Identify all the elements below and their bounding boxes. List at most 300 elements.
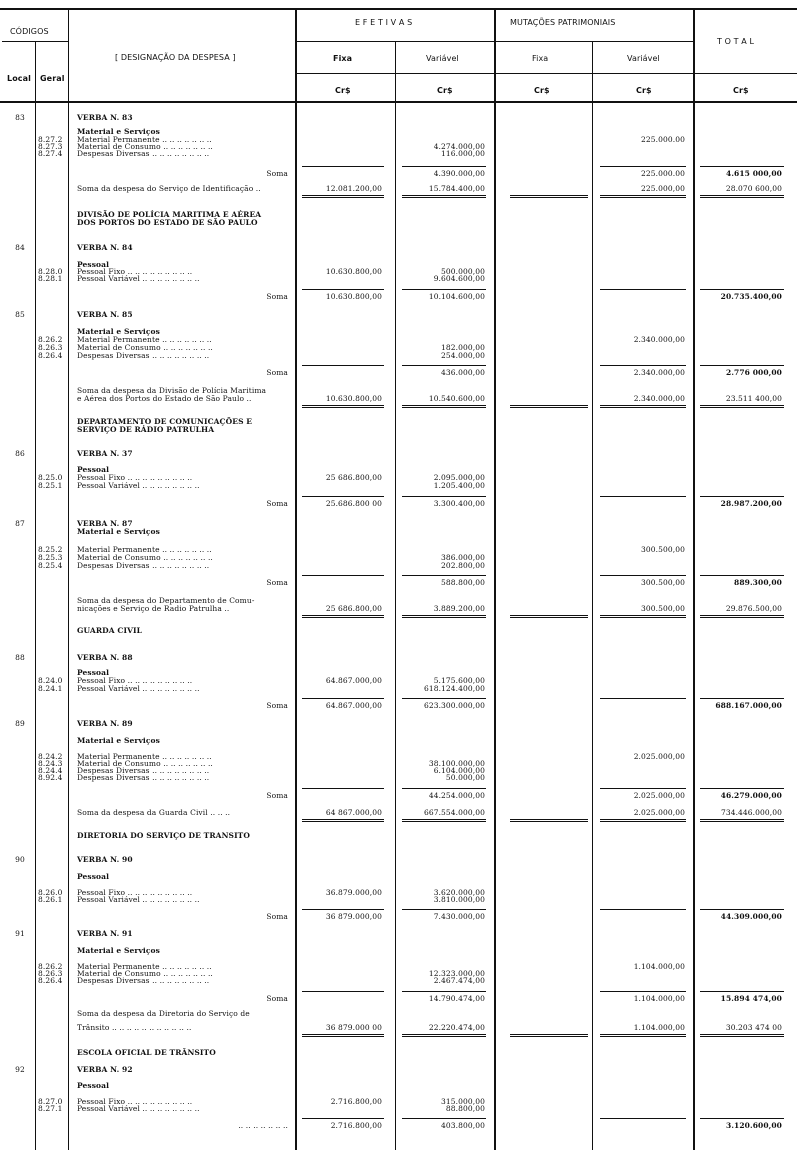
total-rule (600, 617, 686, 618)
subtotal-rule (402, 991, 486, 992)
total-rule (302, 197, 384, 198)
efetiva-fixa-value: 10.630.800,00 (325, 292, 382, 301)
efetiva-variavel-value: 14.790.474,00 (428, 994, 485, 1003)
efetiva-variavel-value: 7.430.000,00 (433, 912, 485, 921)
subtotal-rule (700, 1118, 784, 1119)
soma-label: Soma (266, 994, 288, 1003)
row-description: Soma da despesa da Guarda Civil .. .. .. (77, 808, 231, 817)
geral-code: 8.27.1 (38, 1104, 63, 1113)
subtotal-rule (600, 289, 686, 290)
subtotal-rule (700, 365, 784, 366)
geral-code: 8.27.4 (38, 149, 63, 158)
row-description: Despesas Diversas .. .. .. .. .. .. .. .. (77, 149, 210, 158)
currency-header-3: Cr$ (534, 86, 550, 95)
currency-header-2: Cr$ (437, 86, 453, 95)
row-description: Material Permanente .. .. .. .. .. .. .. (77, 962, 212, 971)
row-description: VERBA N. 85 (77, 310, 133, 319)
total-rule (402, 615, 486, 616)
soma-label: Soma (266, 701, 288, 710)
efetiva-variavel-value: 315.000,00 (441, 1097, 485, 1106)
geral-code: 8.26.1 (38, 895, 63, 904)
row-description: VERBA N. 92 (77, 1065, 133, 1074)
subtotal-rule (600, 788, 686, 789)
efetiva-variavel-value: 4.390.000,00 (433, 169, 485, 178)
subtotal-rule (600, 991, 686, 992)
row-description: Material Permanente .. .. .. .. .. .. .. (77, 135, 212, 144)
row-description: Pessoal Variável .. .. .. .. .. .. .. .. (77, 1104, 200, 1113)
row-description: Material e Serviços (77, 127, 160, 136)
row-description: DEPARTAMENTO DE COMUNICAÇÕES E (77, 417, 253, 426)
subtotal-rule (402, 909, 486, 910)
total-value: 20.735.400,00 (720, 292, 782, 301)
subtotal-rule (302, 909, 384, 910)
subtotal-rule (402, 166, 486, 167)
mutacao-variavel-value: 2.340.000,00 (633, 394, 685, 403)
efetiva-variavel-value: 1.205.400,00 (433, 481, 485, 490)
geral-code: 8.24.3 (38, 759, 63, 768)
efetiva-fixa-value: 10.630.800,00 (325, 267, 382, 276)
total-rule (600, 197, 686, 198)
total-value: 46.279.000,00 (720, 791, 782, 800)
col-rule-mf (592, 41, 593, 1150)
subtotal-rule (402, 365, 486, 366)
row-description: Material Permanente .. .. .. .. .. .. .. (77, 545, 212, 554)
subtotal-rule (700, 788, 784, 789)
efetiva-variavel-value: 436.000,00 (441, 368, 485, 377)
total-rule (402, 821, 486, 822)
row-description: Pessoal Fixo .. .. .. .. .. .. .. .. .. (77, 473, 193, 482)
total-rule (302, 819, 384, 820)
mutacao-variavel-value: 2.025.000,00 (633, 808, 685, 817)
soma-label: Soma (266, 169, 288, 178)
row-description: VERBA N. 84 (77, 243, 133, 252)
subtotal-rule (302, 166, 384, 167)
efetiva-variavel-value: 623.300.000,00 (423, 701, 485, 710)
efetiva-variavel-value: 4.274.000,00 (433, 142, 485, 151)
local-code: 84 (15, 243, 25, 252)
total-rule (700, 615, 784, 616)
total-rule (302, 407, 384, 408)
local-code: 87 (15, 519, 25, 528)
efetiva-variavel-value: 588.800,00 (441, 578, 485, 587)
efetiva-variavel-value: 500.000,00 (441, 267, 485, 276)
total-rule (600, 821, 686, 822)
subtotal-rule (600, 1118, 686, 1119)
efetiva-variavel-value: 254.000,00 (441, 351, 485, 360)
efetiva-variavel-value: 3.620.000,00 (433, 888, 485, 897)
efetiva-fixa-value: 36.879.000,00 (325, 888, 382, 897)
soma-label: Soma (266, 368, 288, 377)
local-code: 83 (15, 113, 25, 122)
geral-code: 8.27.2 (38, 135, 63, 144)
efetiva-variavel-value: 2.095.000,00 (433, 473, 485, 482)
row-description: Pessoal Variável .. .. .. .. .. .. .. .. (77, 481, 200, 490)
mutacao-variavel-value: 2.340.000,00 (633, 368, 685, 377)
total-rule (302, 617, 384, 618)
total-rule (600, 405, 686, 406)
total-rule (302, 821, 384, 822)
efetiva-variavel-value: 38.100.000,00 (428, 759, 485, 768)
geral-code: 8.26.3 (38, 969, 63, 978)
geral-header: Geral (40, 74, 65, 83)
total-value: 2.776 000,00 (726, 368, 782, 377)
col-rule-geral (68, 10, 69, 1150)
row-description: Despesas Diversas .. .. .. .. .. .. .. .. (77, 976, 210, 985)
geral-code: 8.28.1 (38, 274, 63, 283)
geral-code: 8.24.0 (38, 676, 63, 685)
total-value: 29.876.500,00 (725, 604, 782, 613)
soma-label: Soma (266, 791, 288, 800)
subtotal-rule (700, 289, 784, 290)
total-rule (510, 1034, 588, 1035)
row-description: Despesas Diversas .. .. .. .. .. .. .. .. (77, 561, 210, 570)
efetiva-variavel-value: 618.124.400,00 (423, 684, 485, 693)
total-rule (510, 197, 588, 198)
col-rule-desc (295, 10, 297, 1150)
efetivas-header: E F E T I V A S (355, 18, 413, 27)
total-rule (402, 197, 486, 198)
efetiva-variavel-value: 5.175.600,00 (433, 676, 485, 685)
efetiva-variavel-value: 6.104.000,00 (433, 766, 485, 775)
row-description: Pessoal (77, 465, 110, 474)
mutacao-variavel-value: 225.000,00 (641, 184, 685, 193)
col-rule-ev (494, 10, 496, 1150)
total-rule (510, 407, 588, 408)
total-rule (700, 1036, 784, 1037)
row-description: DIRETORIA DO SERVIÇO DE TRANSITO (77, 831, 250, 840)
local-code: 91 (15, 929, 25, 938)
total-rule (402, 407, 486, 408)
row-description: Pessoal Variável .. .. .. .. .. .. .. .. (77, 684, 200, 693)
row-description: Material de Consumo .. .. .. .. .. .. .. (77, 553, 213, 562)
efetiva-variavel-value: 3.810.000,00 (433, 895, 485, 904)
total-rule (402, 1034, 486, 1035)
efetiva-fixa-value: 25 686.800,00 (325, 473, 382, 482)
row-description: SERVIÇO DE RÁDIO PATRULHA (77, 425, 215, 434)
geral-code: 8.25.3 (38, 553, 63, 562)
mutacao-variavel-value: 225.000.00 (641, 135, 685, 144)
mutacao-variavel-value: 1.104.000,00 (633, 962, 685, 971)
efetiva-fixa-value: 25 686.800,00 (325, 604, 382, 613)
total-rule (600, 1034, 686, 1035)
total-rule (600, 195, 686, 196)
total-rule (510, 819, 588, 820)
subtotal-rule (600, 166, 686, 167)
row-description: Despesas Diversas .. .. .. .. .. .. .. .. (77, 773, 210, 782)
efetiva-variavel-value: 88.800,00 (445, 1104, 485, 1113)
subtotal-rule (302, 698, 384, 699)
local-code: 86 (15, 449, 25, 458)
row-description: VERBA N. 91 (77, 929, 133, 938)
mutacoes-header: MUTAÇÕES PATRIMONIAIS (510, 18, 616, 27)
row-description: VERBA N. 87 (77, 519, 133, 528)
mutacao-variavel-value: 1.104.000,00 (633, 994, 685, 1003)
subtotal-rule (302, 365, 384, 366)
total-rule (302, 195, 384, 196)
total-rule (402, 195, 486, 196)
efetiva-variavel-value: 667.554.000,00 (423, 808, 485, 817)
efetiva-variavel-value: 44.254.000,00 (428, 791, 485, 800)
row-description: VERBA N. 88 (77, 653, 133, 662)
total-rule (700, 405, 784, 406)
total-rule (402, 1036, 486, 1037)
local-header: Local (7, 74, 31, 83)
row-description: VERBA N. 37 (77, 449, 133, 458)
variavel-mutacoes-header: Variável (627, 54, 660, 63)
row-description: Material de Consumo .. .. .. .. .. .. .. (77, 759, 213, 768)
row-description: Pessoal Variável .. .. .. .. .. .. .. .. (77, 274, 200, 283)
efetiva-variavel-value: 3.889.200,00 (433, 604, 485, 613)
subtotal-rule (600, 496, 686, 497)
efetiva-fixa-value: 12.081.200,00 (325, 184, 382, 193)
total-rule (700, 821, 784, 822)
efetiva-fixa-value: 64 867.000,00 (325, 808, 382, 817)
mutacao-variavel-value: 300.500,00 (641, 604, 685, 613)
efetiva-variavel-value: 202.800,00 (441, 561, 485, 570)
variavel-efetivas-header: Variável (426, 54, 459, 63)
row-description: Pessoal (77, 1081, 110, 1090)
row-description: Material Permanente .. .. .. .. .. .. .. (77, 752, 212, 761)
total-rule (700, 617, 784, 618)
subtotal-rule (302, 289, 384, 290)
subtotal-rule (700, 698, 784, 699)
local-code: 88 (15, 653, 25, 662)
row-description: Pessoal (77, 260, 110, 269)
fixa-mutacoes-header: Fixa (532, 54, 549, 63)
row-description: GUARDA CIVIL (77, 626, 142, 635)
local-code: 85 (15, 310, 25, 319)
header-rule-cols (296, 73, 797, 74)
total-rule (302, 1036, 384, 1037)
mutacao-variavel-value: 1.104.000,00 (633, 1023, 685, 1032)
geral-code: 8.27.0 (38, 1097, 63, 1106)
row-description: DIVISÃO DE POLÍCIA MARITIMA E AÉREA (77, 210, 262, 219)
soma-label: Soma (266, 912, 288, 921)
col-rule-local (35, 41, 36, 1150)
geral-code: 8.26.3 (38, 343, 63, 352)
row-description: VERBA N. 89 (77, 719, 133, 728)
total-rule (510, 195, 588, 196)
row-description: Pessoal Fixo .. .. .. .. .. .. .. .. .. (77, 676, 193, 685)
total-rule (600, 819, 686, 820)
mutacao-variavel-value: 2.025.000,00 (633, 791, 685, 800)
efetiva-fixa-value: 2.716.800,00 (330, 1097, 382, 1106)
top-rule (0, 8, 797, 10)
total-value: 28.070 600,00 (725, 184, 782, 193)
fixa-efetivas-header: Fixa (333, 54, 353, 63)
subtotal-rule (600, 575, 686, 576)
soma-label: Soma (266, 292, 288, 301)
row-description: Pessoal Fixo .. .. .. .. .. .. .. .. .. (77, 267, 193, 276)
subtotal-rule (302, 991, 384, 992)
total-rule (700, 197, 784, 198)
total-rule (510, 617, 588, 618)
geral-code: 8.24.2 (38, 752, 63, 761)
subtotal-rule (402, 1118, 486, 1119)
subtotal-rule (600, 909, 686, 910)
efetiva-variavel-value: 22.220.474,00 (428, 1023, 485, 1032)
total-rule (510, 615, 588, 616)
soma-label: .. .. .. .. .. .. .. (238, 1121, 288, 1130)
subtotal-rule (700, 991, 784, 992)
row-description: Soma da despesa da Divisão de Polícia Maritima (77, 386, 267, 395)
subtotal-rule (600, 698, 686, 699)
total-rule (402, 617, 486, 618)
subtotal-rule (302, 575, 384, 576)
row-description: Material de Consumo .. .. .. .. .. .. .. (77, 343, 213, 352)
geral-code: 8.25.1 (38, 481, 63, 490)
total-rule (700, 407, 784, 408)
total-rule (510, 1036, 588, 1037)
efetiva-variavel-value: 2.467.474,00 (433, 976, 485, 985)
row-description: ESCOLA OFICIAL DE TRÂNSITO (77, 1048, 216, 1057)
efetiva-variavel-value: 116.000,00 (441, 149, 485, 158)
subtotal-rule (700, 909, 784, 910)
row-description: Despesas Diversas .. .. .. .. .. .. .. .. (77, 351, 210, 360)
subtotal-rule (700, 166, 784, 167)
designacao-header: [ DESIGNAÇÃO DA DESPESA ] (115, 53, 236, 62)
header-bottom-rule (0, 101, 797, 103)
efetiva-variavel-value: 10.104.600,00 (428, 292, 485, 301)
total-value: 889.300,00 (734, 578, 782, 587)
geral-code: 8.26.4 (38, 351, 63, 360)
geral-code: 8.25.4 (38, 561, 63, 570)
row-description: Pessoal (77, 668, 110, 677)
col-rule-ef (395, 41, 396, 1150)
currency-header-4: Cr$ (636, 86, 652, 95)
subtotal-rule (302, 788, 384, 789)
efetiva-variavel-value: 12.323.000,00 (428, 969, 485, 978)
row-description: VERBA N. 83 (77, 113, 133, 122)
total-header: T O T A L (717, 37, 755, 46)
efetiva-fixa-value: 2.716.800,00 (330, 1121, 382, 1130)
geral-code: 8.92.4 (38, 773, 63, 782)
col-rule-mv (693, 10, 695, 1150)
total-value: 688.167.000,00 (715, 701, 782, 710)
subtotal-rule (700, 496, 784, 497)
local-code: 89 (15, 719, 25, 728)
total-value: 44.309.000,00 (720, 912, 782, 921)
total-rule (600, 407, 686, 408)
row-description: nicações e Serviço de Radio Patrulha .. (77, 604, 230, 613)
total-value: 4.615 000,00 (726, 169, 782, 178)
total-rule (510, 405, 588, 406)
mutacao-variavel-value: 225.000.00 (641, 169, 685, 178)
row-description: Pessoal Fixo .. .. .. .. .. .. .. .. .. (77, 888, 193, 897)
geral-code: 8.26.0 (38, 888, 63, 897)
efetiva-variavel-value: 386.000,00 (441, 553, 485, 562)
efetiva-variavel-value: 10.540.600,00 (428, 394, 485, 403)
row-description: Trânsito .. .. .. .. .. .. .. .. .. .. .. (77, 1023, 192, 1032)
geral-code: 8.25.0 (38, 473, 63, 482)
row-description: Pessoal Variável .. .. .. .. .. .. .. .. (77, 895, 200, 904)
row-description: Despesas Diversas .. .. .. .. .. .. .. .. (77, 766, 210, 775)
row-description: Material e Serviços (77, 736, 160, 745)
geral-code: 8.24.1 (38, 684, 63, 693)
total-rule (302, 615, 384, 616)
geral-code: 8.28.0 (38, 267, 63, 276)
mutacao-variavel-value: 300.500,00 (641, 578, 685, 587)
currency-header-5: Cr$ (733, 86, 749, 95)
subtotal-rule (402, 289, 486, 290)
efetiva-fixa-value: 25.686.800 00 (325, 499, 382, 508)
geral-code: 8.26.2 (38, 962, 63, 971)
total-rule (510, 821, 588, 822)
row-description: DOS PORTOS DO ESTADO DE SÃO PAULO (77, 218, 258, 227)
total-rule (402, 405, 486, 406)
efetiva-fixa-value: 64.867.000,00 (325, 701, 382, 710)
currency-header-1: Cr$ (335, 86, 351, 95)
subtotal-rule (302, 496, 384, 497)
total-value: 734.446.000,00 (720, 808, 782, 817)
efetiva-fixa-value: 36 879.000 00 (325, 1023, 382, 1032)
total-rule (302, 1034, 384, 1035)
total-value: 23.511 400,00 (725, 394, 782, 403)
total-rule (700, 1034, 784, 1035)
codigos-header: CÓDIGOS (10, 27, 49, 36)
efetiva-variavel-value: 182.000,00 (441, 343, 485, 352)
total-rule (402, 819, 486, 820)
row-description: Soma da despesa do Departamento de Comu- (77, 596, 255, 605)
soma-label: Soma (266, 578, 288, 587)
row-description: Material e Serviços (77, 327, 160, 336)
row-description: Material de Consumo .. .. .. .. .. .. .. (77, 142, 213, 151)
total-value: 3.120.600,00 (726, 1121, 782, 1130)
total-rule (302, 405, 384, 406)
subtotal-rule (402, 496, 486, 497)
total-rule (700, 819, 784, 820)
mutacao-variavel-value: 2.025.000,00 (633, 752, 685, 761)
total-value: 30.203 474 00 (725, 1023, 782, 1032)
local-code: 90 (15, 855, 25, 864)
geral-code: 8.26.2 (38, 335, 63, 344)
total-value: 15.894 474,00 (720, 994, 782, 1003)
geral-code: 8.25.2 (38, 545, 63, 554)
subtotal-rule (302, 1118, 384, 1119)
row-description: Material de Consumo .. .. .. .. .. .. .. (77, 969, 213, 978)
row-description: Pessoal (77, 872, 110, 881)
subtotal-rule (700, 575, 784, 576)
efetiva-fixa-value: 10.630.800,00 (325, 394, 382, 403)
geral-code: 8.27.3 (38, 142, 63, 151)
row-description: Material e Serviços (77, 946, 160, 955)
efetiva-fixa-value: 36 879.000,00 (325, 912, 382, 921)
subtotal-rule (402, 575, 486, 576)
subtotal-rule (402, 788, 486, 789)
total-rule (600, 1036, 686, 1037)
geral-code: 8.26.4 (38, 976, 63, 985)
mutacao-variavel-value: 300.500,00 (641, 545, 685, 554)
row-description: Soma da despesa da Diretoria do Serviço de (77, 1009, 250, 1018)
efetiva-fixa-value: 64.867.000,00 (325, 676, 382, 685)
efetiva-variavel-value: 50.000,00 (445, 773, 485, 782)
row-description: VERBA N. 90 (77, 855, 133, 864)
row-description: Soma da despesa do Serviço de Identificação .. (77, 184, 261, 193)
total-rule (600, 615, 686, 616)
row-description: Pessoal Fixo .. .. .. .. .. .. .. .. .. (77, 1097, 193, 1106)
soma-label: Soma (266, 499, 288, 508)
row-description: e Aérea dos Portos do Estado de São Paulo .. (77, 394, 252, 403)
mutacao-variavel-value: 2.340.000,00 (633, 335, 685, 344)
geral-code: 8.24.4 (38, 766, 63, 775)
subtotal-rule (402, 698, 486, 699)
total-rule (700, 195, 784, 196)
subtotal-rule (600, 365, 686, 366)
efetiva-variavel-value: 15.784.400,00 (428, 184, 485, 193)
efetiva-variavel-value: 3.300.400,00 (433, 499, 485, 508)
efetiva-variavel-value: 9.604.600,00 (433, 274, 485, 283)
row-description: Material e Serviços (77, 527, 160, 536)
